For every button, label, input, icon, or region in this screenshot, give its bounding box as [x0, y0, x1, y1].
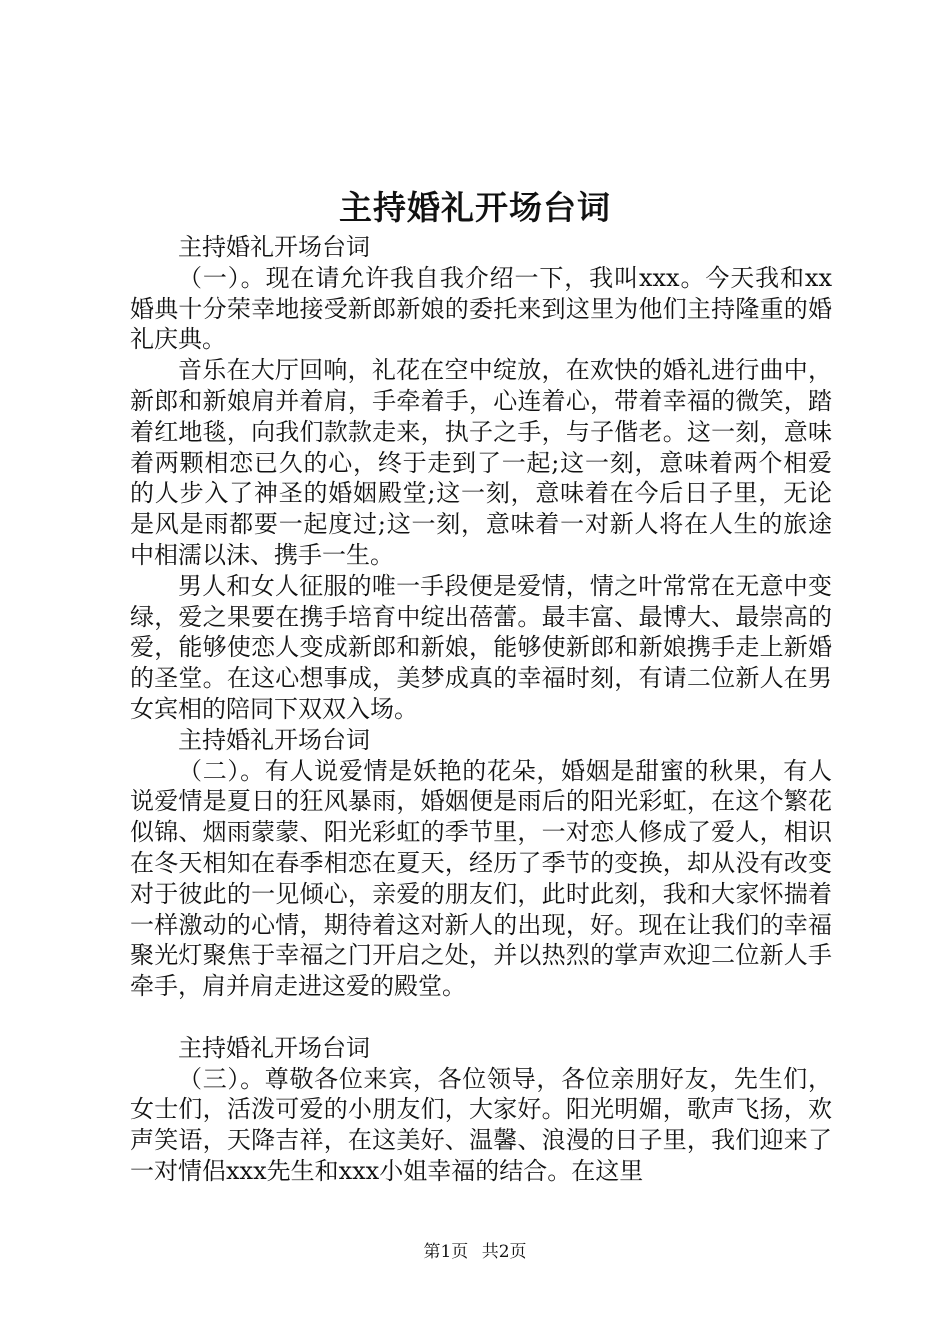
page-number: 第1页 — [423, 1242, 469, 1262]
section-3-heading: 主持婚礼开场台词 — [178, 1033, 370, 1062]
page-footer — [0, 1240, 950, 1264]
section-spacer — [130, 1002, 832, 1033]
document-body — [130, 232, 832, 1187]
section-1-heading: 主持婚礼开场台词 — [178, 233, 370, 261]
section-2-paragraph-1: （二）。有人说爱情是妖艳的花朵，婚姻是甜蜜的秋果，有人说爱情是夏日的狂风暴雨，婚姻便是雨后的阳光彩虹，在这个繁花似锦、烟雨蒙蒙、阳光彩虹的季节里，一对恋人修成了爱人，相识在冬天相知在春季相恋在夏天，经历了季节的变换，却从没有改变对于彼此的一见倾心，亲爱的朋友们，此时此刻，我和大家怀揣着一样激动的心情，期待着这对新人的出现，好。现在让我们的幸福聚光灯聚焦于幸福之门开启之处，并以热烈的掌声欢迎二位新人手牵手，肩并肩走进这爱的殿堂。 — [130, 756, 832, 1001]
section-3-paragraph-1: （三）。尊敬各位来宾，各位领导，各位亲朋好友，先生们，女士们，活泼可爱的小朋友们，大家好。阳光明媚，歌声飞扬，欢声笑语，天降吉祥，在这美好、温馨、浪漫的日子里，我们迎来了一对情侣xxx先生和xxx小姐幸福的结合。在这里 — [130, 1064, 832, 1185]
page-total: 共2页 — [481, 1242, 527, 1262]
section-1-paragraph-2: 音乐在大厅回响，礼花在空中绽放，在欢快的婚礼进行曲中，新郎和新娘肩并着肩，手牵着手，心连着心，带着幸福的微笑，踏着红地毯，向我们款款走来，执子之手，与子偕老。这一刻，意味着两颗相恋已久的心，终于走到了一起;这一刻，意味着两个相爱的人步入了神圣的婚姻殿堂;这一刻，意味着在今后日子里，无论是风是雨都要一起度过;这一刻，意味着一对新人将在人生的旅途中相濡以沫、携手一生。 — [130, 356, 832, 569]
section-2-heading: 主持婚礼开场台词 — [178, 725, 370, 754]
section-1-paragraph-1: （一）。现在请允许我自我介绍一下，我叫xxx。今天我和xx婚典十分荣幸地接受新郎新娘的委托来到这里为他们主持隆重的婚礼庆典。 — [130, 263, 832, 354]
document-title: 主持婚礼开场台词 — [339, 188, 611, 227]
section-1-paragraph-3: 男人和女人征服的唯一手段便是爱情，情之叶常常在无意中变绿，爱之果要在携手培育中绽出蓓蕾。最丰富、最博大、最崇高的爱，能够使恋人变成新郎和新娘，能够使新郎和新娘携手走上新婚的圣堂。在这心想事成，美梦成真的幸福时刻，有请二位新人在男女宾相的陪同下双双入场。 — [130, 571, 832, 723]
